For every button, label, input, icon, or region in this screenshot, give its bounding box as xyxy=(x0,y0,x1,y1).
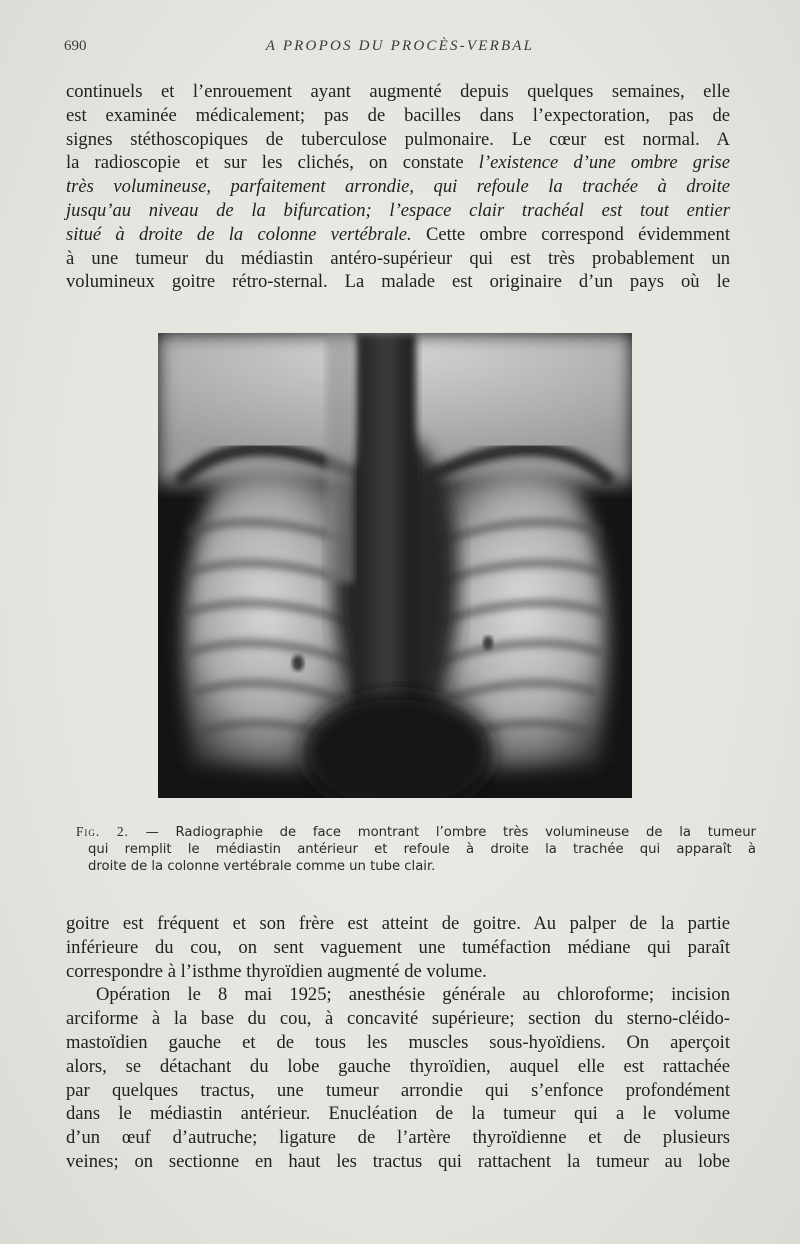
text-line xyxy=(66,247,730,271)
caption-line-3: droite de la colonne vertébrale comme un tube clair. xyxy=(88,859,436,874)
running-title: A PROPOS DU PROCÈS-VERBAL xyxy=(265,38,535,54)
text-run: continuels et l’enrouement ayant augmenté depuis quelques semaines, elle xyxy=(66,81,730,102)
italic-run: très volumineuse, parfaitement arrondie, qui refoule la trachée à droite xyxy=(66,176,730,198)
text-run: volumineux goitre rétro-sternal. La malade est originaire d’un pays où le xyxy=(66,271,730,293)
text-line xyxy=(66,128,730,152)
text-line: dans le médiastin antérieur. Enucléation de la tumeur qui a le volume xyxy=(66,1103,730,1125)
text-line xyxy=(66,270,730,294)
caption-line-2: qui remplit le médiastin antérieur et refoule à droite la trachée qui apparaît à xyxy=(88,842,756,857)
text-line: Opération le 8 mai 1925; anesthésie générale au chloroforme; incision xyxy=(96,984,730,1006)
figure-caption xyxy=(76,823,756,875)
paragraph-top xyxy=(66,80,730,294)
text-line xyxy=(66,223,730,247)
chest-radiograph-figure xyxy=(158,333,632,798)
caption-line-1 xyxy=(76,823,756,841)
paragraph-bottom xyxy=(66,912,730,1174)
text-run: à une tumeur du médiastin antéro-supérieur qui est très probablement un xyxy=(66,247,730,269)
text-line xyxy=(66,104,730,128)
italic-run: situé à droite de la colonne vertébrale. xyxy=(66,223,412,245)
text-line xyxy=(66,80,730,104)
text-line: par quelques tractus, une tumeur arrondie qui s’enfonce profondément xyxy=(66,1079,730,1101)
caption-text-1: — Radiographie de face montrant l’ombre très volumineuse de la tumeur xyxy=(128,825,756,840)
page-header xyxy=(64,38,736,58)
italic-run: l’existence d’une ombre grise xyxy=(478,152,730,174)
text-line: goitre est fréquent et son frère est atteint de goitre. Au palper de la partie xyxy=(66,913,730,934)
text-run: est examinée médicalement; pas de bacilles dans l’expectoration, pas de xyxy=(66,104,730,126)
text-run: la radioscopie et sur les clichés, on constate xyxy=(66,152,479,174)
italic-run: jusqu’au niveau de la bifurcation; l’espace clair trachéal est tout entier xyxy=(66,199,730,221)
text-line: mastoïdien gauche et de tous les muscles sous-hyoïdiens. On aperçoit xyxy=(66,1031,730,1053)
text-line xyxy=(66,151,730,175)
text-line xyxy=(66,199,730,223)
text-line: alors, se détachant du lobe gauche thyroïdien, auquel elle est rattachée xyxy=(66,1055,730,1077)
text-line: veines; on sectionne en haut les tractus qui rattachent la tumeur au lobe xyxy=(66,1150,730,1172)
text-line: arciforme à la base du cou, à concavité supérieure; section du sterno-cléido- xyxy=(66,1008,730,1030)
text-run: Cette ombre correspond évidemment xyxy=(411,223,730,245)
chest-radiograph-image xyxy=(158,333,632,798)
page-number: 690 xyxy=(64,38,87,54)
text-line: correspondre à l’isthme thyroïdien augmenté de volume. xyxy=(66,960,487,982)
figure-label: Fig. 2. xyxy=(76,824,129,839)
text-run: signes stéthoscopiques de tuberculose pulmonaire. Le cœur est normal. A xyxy=(66,128,730,150)
text-line xyxy=(66,175,730,199)
text-line: d’un œuf d’autruche; ligature de l’artère thyroïdienne et de plusieurs xyxy=(66,1127,730,1149)
text-line: inférieure du cou, on sent vaguement une tuméfaction médiane qui paraît xyxy=(66,936,730,958)
